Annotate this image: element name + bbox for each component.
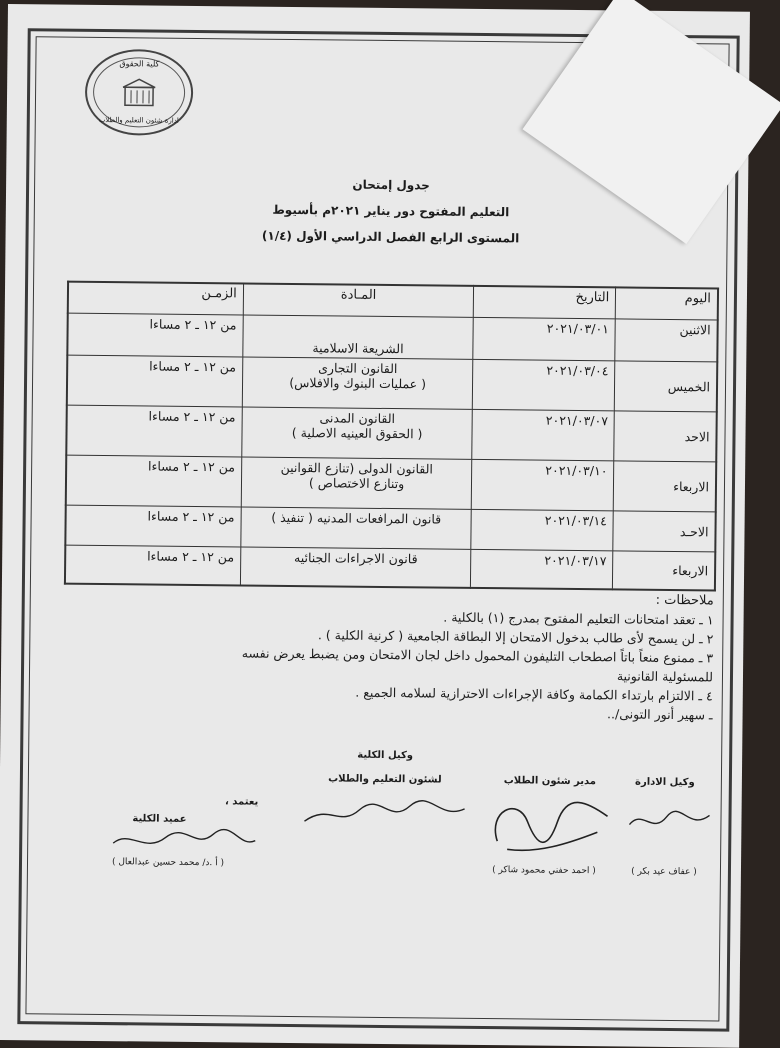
row-subject <box>240 547 471 587</box>
note-item: ١ ـ تعقد امتحانات التعليم المفتوح بمدرج (١) بالكلية . <box>44 605 714 627</box>
row-date: ٢٠٢١/٠٣/١٧ <box>471 549 613 588</box>
subject-line-2: ( عمليات البنوك والافلاس) <box>249 375 467 392</box>
row-subject <box>241 457 472 509</box>
subject-line-1: القانون التجارى <box>249 360 467 377</box>
row-day: الاثنين <box>615 319 718 362</box>
table-row <box>65 545 715 590</box>
row-day: الاحـد <box>613 511 716 552</box>
notes-section <box>43 586 714 726</box>
table-row <box>66 405 716 462</box>
table-row <box>67 313 717 362</box>
admin-vice-signature <box>624 801 714 842</box>
row-day: الخميس <box>615 361 718 412</box>
note-item: ٣ ـ ممنوع منعاً باتاً اصطحاب التليفون المحمول داخل لجان الامتحان ومن يضبط يعرض نفسه <box>43 643 713 665</box>
subject-line-1: قانون المرافعات المدنيه ( تنفيذ ) <box>247 510 465 527</box>
vice-dean-title: وكيل الكلية <box>330 749 440 761</box>
notes-heading: ملاحظات : <box>44 586 714 608</box>
subject-line-1: القانون الدولى (تنازع القوانين <box>248 460 466 477</box>
faculty-seal-left <box>85 49 194 136</box>
row-subject <box>242 407 473 459</box>
note-item: ٤ ـ الالتزام بارتداء الكمامة وكافة الإجراءات الاحترازية لسلامه الجميع . <box>43 681 713 703</box>
row-subject <box>242 357 473 409</box>
student-affairs-signature <box>477 791 618 862</box>
vice-dean-signature <box>299 793 469 835</box>
row-time: من ١٢ ـ ٢ مساءا <box>66 405 242 457</box>
header-date: التاريخ <box>474 286 616 319</box>
row-date: ٢٠٢١/٠٣/٠٤ <box>473 359 615 410</box>
row-day: الاحد <box>614 411 717 462</box>
seal-left-subtitle: ادارة شئون التعليم والطلاب <box>87 116 191 125</box>
header-day: اليوم <box>616 287 719 320</box>
row-date: ٢٠٢١/٠٣/٠١ <box>473 317 615 360</box>
subject-line-2: ( الحقوق العينيه الاصلية ) <box>248 425 466 442</box>
subject-line-1: القانون المدنى <box>248 410 466 427</box>
admin-vice-name: ( عفاف عيد بكر ) <box>609 866 719 877</box>
row-day: الاربعاء <box>614 461 717 512</box>
header-time: الزمـن <box>68 282 244 315</box>
note-item: ٢ ـ لن يسمح لأى طالب بدخول الامتحان إلا البطاقة الجامعية ( كرنية الكلية ) . <box>43 624 713 646</box>
row-time: من ١٢ ـ ٢ مساءا <box>67 313 243 357</box>
dean-name: ( أ .د/ محمد حسين عبدالعال ) <box>83 857 253 869</box>
seal-left-title: كلية الحقوق <box>87 59 191 69</box>
exam-schedule-table <box>64 281 719 591</box>
exam-level-line: المستوى الرابع الفصل الدراسي الأول (١/٤) <box>66 227 716 248</box>
note-item: ـ سهير أنور التونى/.. <box>43 700 713 722</box>
row-time: من ١٢ ـ ٢ مساءا <box>67 355 243 407</box>
table-row <box>67 355 717 412</box>
header-subject: المـادة <box>243 283 474 317</box>
subject-line-1: الشريعة الاسلامية <box>249 340 467 357</box>
dean-signature <box>109 823 259 861</box>
row-day: الاربعاء <box>613 551 716 590</box>
table-row <box>66 455 716 512</box>
row-date: ٢٠٢١/٠٣/٠٧ <box>472 409 614 460</box>
exam-session-line: التعليم المفتوح دور يناير ٢٠٢١م بأسيوط <box>66 201 716 222</box>
admin-vice-title: وكيل الادارة <box>620 776 710 788</box>
row-date: ٢٠٢١/٠٣/١٠ <box>472 459 614 510</box>
note-item: للمسئولية القانونية <box>43 662 713 684</box>
row-subject <box>241 507 472 549</box>
subject-line-1: قانون الاجراءات الجنائيه <box>247 550 465 567</box>
row-subject <box>243 315 474 359</box>
row-time: من ١٢ ـ ٢ مساءا <box>65 545 241 585</box>
table-row <box>65 505 715 552</box>
dean-title: عميد الكلية <box>99 813 219 825</box>
vice-dean-subtitle: لشئون التعليم والطلاب <box>300 773 470 786</box>
subject-line-2: وتنازع الاختصاص ) <box>248 475 466 492</box>
row-date: ٢٠٢١/٠٣/١٤ <box>471 509 613 550</box>
row-time: من ١٢ ـ ٢ مساءا <box>65 505 241 547</box>
student-affairs-director-name: ( احمد حفني محمود شاكر ) <box>459 865 629 877</box>
exam-schedule-title: جدول إمتحان <box>66 175 716 196</box>
row-time: من ١٢ ـ ٢ مساءا <box>66 455 242 507</box>
student-affairs-director-title: مدير شئون الطلاب <box>490 775 610 787</box>
approval-label: يعتمد ، <box>212 796 272 808</box>
